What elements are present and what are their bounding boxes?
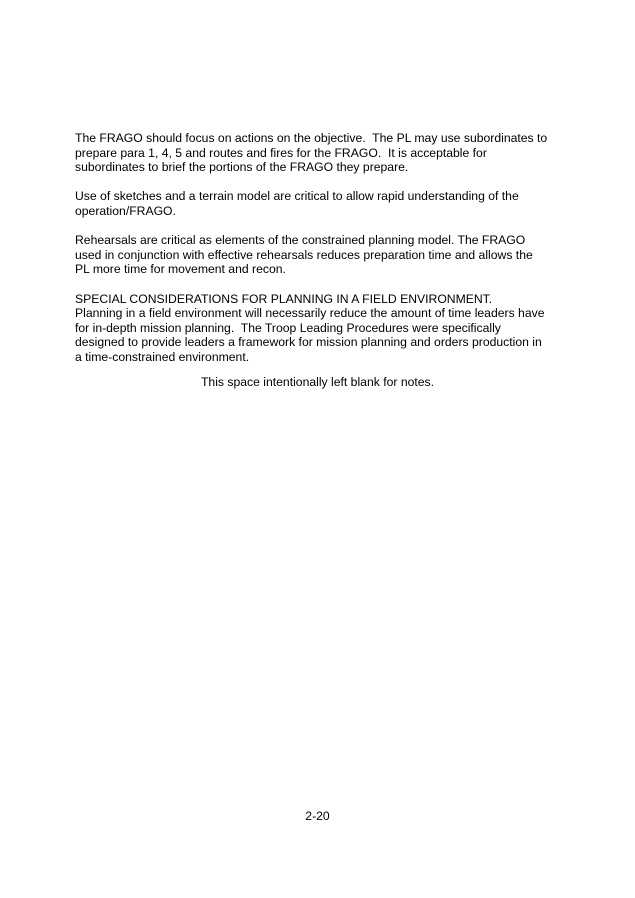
notes-placeholder-text: This space intentionally left blank for notes. bbox=[200, 375, 435, 389]
text-line: PL more time for movement and recon. bbox=[75, 262, 286, 277]
text-line: used in conjunction with effective rehearsals reduces preparation time and allows the bbox=[75, 247, 533, 262]
paragraph-rehearsals bbox=[75, 233, 565, 277]
section-heading: SPECIAL CONSIDERATIONS FOR PLANNING IN A FIELD ENVIRONMENT. bbox=[75, 291, 493, 306]
text-line: Planning in a field environment will necessarily reduce the amount of time leaders have bbox=[75, 306, 545, 321]
text-line: designed to provide leaders a framework for mission planning and orders production in bbox=[75, 335, 542, 350]
paragraph-sketches bbox=[75, 189, 565, 218]
text-line: Rehearsals are critical as elements of the constrained planning model. The FRAGO bbox=[75, 233, 526, 248]
text-line: subordinates to brief the portions of the FRAGO they prepare. bbox=[75, 160, 409, 175]
text-line: for in-depth mission planning. The Troop Leading Procedures were specifically bbox=[75, 320, 501, 335]
text-line: prepare para 1, 4, 5 and routes and fires for the FRAGO. It is acceptable for bbox=[75, 145, 487, 160]
body-text bbox=[75, 131, 565, 379]
text-line: a time-constrained environment. bbox=[75, 349, 250, 364]
text-line: operation/FRAGO. bbox=[75, 203, 176, 218]
text-line: Use of sketches and a terrain model are critical to allow rapid understanding of the bbox=[75, 189, 519, 204]
text-line: The FRAGO should focus on actions on the objective. The PL may use subordinates to bbox=[75, 131, 548, 145]
paragraph-special-considerations bbox=[75, 292, 565, 365]
paragraph-frago-focus bbox=[75, 131, 565, 175]
page-number: 2-20 bbox=[305, 809, 330, 823]
